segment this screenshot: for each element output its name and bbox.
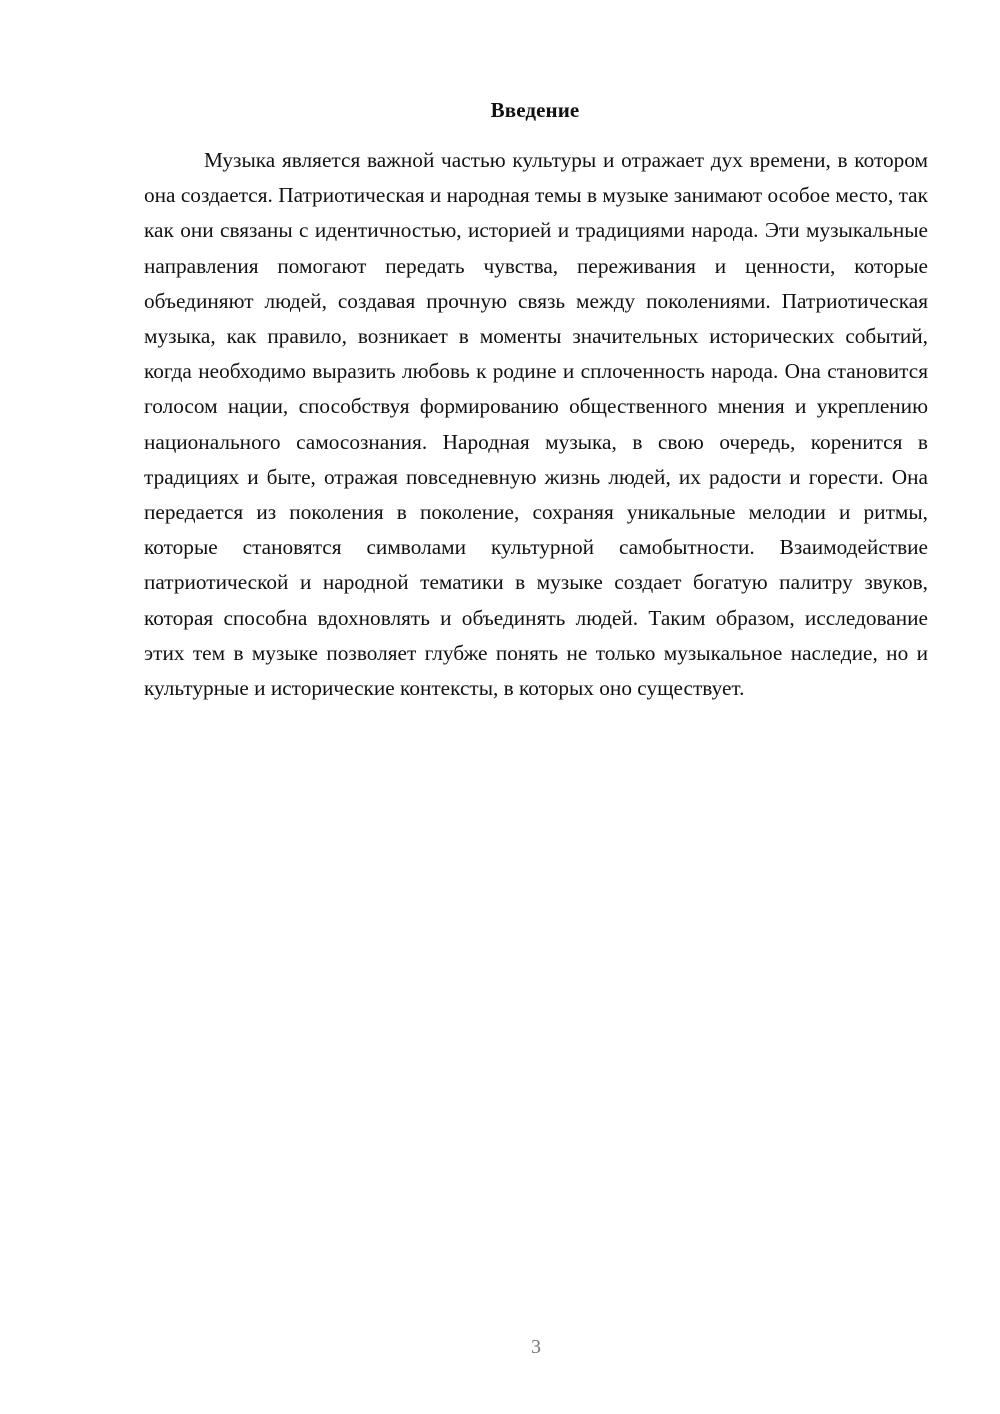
page-number: 3 [531, 1336, 541, 1358]
introduction-paragraph: Музыка является важной частью культуры и отражает дух времени, в котором она создается. Патриотическая и народная темы в музыке занимают особое место, так как они связаны с идентичностью, историей и традициями народа. Эти музыкальные направления помогают передать чувства, переживания и ценности, которые объединяют людей, создавая прочную связь между поколениями. Патриотическая музыка, как правило, возникает в моменты значительных исторических событий, когда необходимо выразить любовь к родине и сплоченность народа. Она становится голосом нации, способствуя формированию общественного мнения и укреплению национального самосознания. Народная музыка, в свою очередь, коренится в традициях и быте, отражая повседневную жизнь людей, их радости и горести. Она передается из поколения в поколение, сохраняя уникальные мелодии и ритмы, которые становятся символами культурной самобытности. Взаимодействие патриотической и народной тематики в музыке создает богатую палитру звуков, которая способна вдохновлять и объединять людей. Таким образом, исследование этих тем в музыке позволяет глубже понять не только музыкальное наследие, но и культурные и исторические контексты, в которых оно существует. [144, 148, 928, 701]
section-heading: Введение [490, 98, 580, 122]
